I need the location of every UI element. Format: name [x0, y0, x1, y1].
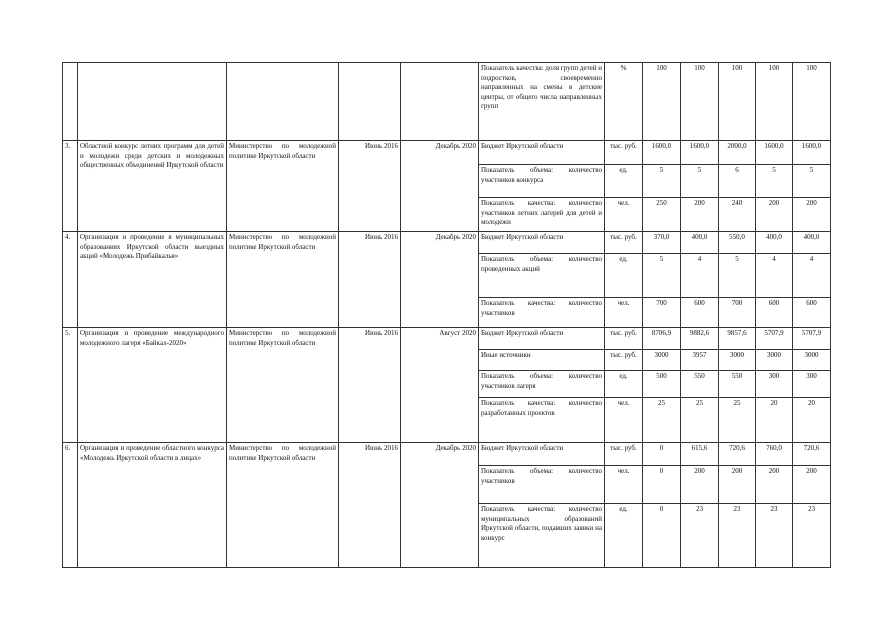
end-date: Август 2020 — [401, 328, 479, 443]
indicator-unit: ед. — [605, 504, 643, 568]
year-value: 9882,6 — [681, 328, 719, 350]
year-value: 500 — [643, 371, 681, 398]
indicator-name: Показатель качества: количество участников летних лагерей для детей и молодежи — [479, 198, 605, 232]
year-value: 25 — [719, 398, 756, 443]
year-value: 4 — [793, 254, 831, 298]
year-value: 0 — [643, 443, 681, 466]
indicator-name: Показатель объема: количество участников — [479, 466, 605, 504]
indicator-unit: тыс. руб. — [605, 141, 643, 165]
year-value: 200 — [681, 466, 719, 504]
year-value: 550,0 — [719, 232, 756, 254]
table-row — [63, 328, 831, 350]
measure-name: Организация и проведение областного конкурса «Молодежь Иркутской области в лицах» — [78, 443, 227, 568]
executor-cell: Министерство по молодежной политике Иркутской области — [227, 328, 339, 443]
year-value: 5 — [756, 165, 793, 198]
executor-cell: Министерство по молодежной политике Иркутской области — [227, 141, 339, 232]
indicator-name: Показатель объема: количество участников лагеря — [479, 371, 605, 398]
executor-cell — [227, 63, 339, 141]
indicator-name: Бюджет Иркутской области — [479, 328, 605, 350]
indicator-unit: чел. — [605, 298, 643, 328]
year-value: 3000 — [643, 350, 681, 371]
start-date — [339, 63, 401, 141]
year-value: 400,0 — [681, 232, 719, 254]
indicator-unit: ед. — [605, 165, 643, 198]
indicator-name: Бюджет Иркутской области — [479, 141, 605, 165]
row-number: 4. — [63, 232, 78, 328]
year-value: 400,0 — [793, 232, 831, 254]
year-value: 550 — [719, 371, 756, 398]
year-value: 600 — [756, 298, 793, 328]
year-value: 5 — [719, 254, 756, 298]
year-value: 250 — [643, 198, 681, 232]
year-value: 3000 — [756, 350, 793, 371]
table-row — [63, 141, 831, 165]
table-row — [63, 63, 831, 141]
indicator-name: Бюджет Иркутской области — [479, 232, 605, 254]
year-value: 100 — [719, 63, 756, 141]
start-date: Июнь 2016 — [339, 328, 401, 443]
indicator-unit: тыс. руб. — [605, 443, 643, 466]
year-value: 200 — [793, 466, 831, 504]
document-page — [62, 62, 831, 568]
year-value: 25 — [643, 398, 681, 443]
measure-name: Организация и проведение международного молодежного лагеря «Байкал-2020» — [78, 328, 227, 443]
indicator-name: Показатель качества: количество разработанных проектов — [479, 398, 605, 443]
row-number — [63, 63, 78, 141]
row-number: 5. — [63, 328, 78, 443]
year-value: 615,6 — [681, 443, 719, 466]
year-value: 5707,9 — [756, 328, 793, 350]
indicator-unit: тыс. руб. — [605, 328, 643, 350]
start-date: Июнь 2016 — [339, 232, 401, 328]
year-value: 2000,0 — [719, 141, 756, 165]
year-value: 5 — [681, 165, 719, 198]
indicator-unit: % — [605, 63, 643, 141]
year-value: 720,6 — [793, 443, 831, 466]
year-value: 100 — [756, 63, 793, 141]
year-value: 700 — [719, 298, 756, 328]
executor-cell: Министерство по молодежной политике Иркутской области — [227, 232, 339, 328]
year-value: 1600,0 — [643, 141, 681, 165]
year-value: 0 — [643, 466, 681, 504]
table-row — [63, 232, 831, 254]
year-value: 3000 — [793, 350, 831, 371]
indicator-name: Показатель качества: количество участников — [479, 298, 605, 328]
year-value: 1600,0 — [756, 141, 793, 165]
year-value: 720,6 — [719, 443, 756, 466]
measure-name: Областной конкурс летних программ для детей и молодежи среди детских и молодежных общественных объединений Иркутской области — [78, 141, 227, 232]
indicator-name: Бюджет Иркутской области — [479, 443, 605, 466]
executor-cell: Министерство по молодежной политике Иркутской области — [227, 443, 339, 568]
year-value: 5 — [643, 165, 681, 198]
table-row — [63, 443, 831, 466]
year-value: 6 — [719, 165, 756, 198]
year-value: 5 — [793, 165, 831, 198]
indicator-name: Показатель качества: количество муниципальных образований Иркутской области, подавших заявки на конкурс — [479, 504, 605, 568]
row-number: 6. — [63, 443, 78, 568]
year-value: 100 — [793, 63, 831, 141]
year-value: 100 — [681, 63, 719, 141]
year-value: 1600,0 — [681, 141, 719, 165]
year-value: 23 — [793, 504, 831, 568]
year-value: 200 — [793, 198, 831, 232]
indicator-unit: чел. — [605, 398, 643, 443]
year-value: 600 — [793, 298, 831, 328]
year-value: 200 — [719, 466, 756, 504]
indicator-unit: чел. — [605, 198, 643, 232]
year-value: 3957 — [681, 350, 719, 371]
year-value: 4 — [681, 254, 719, 298]
indicator-name: Показатель объема: количество участников конкурса — [479, 165, 605, 198]
year-value: 8706,9 — [643, 328, 681, 350]
year-value: 760,0 — [756, 443, 793, 466]
measure-name — [78, 63, 227, 141]
year-value: 300 — [793, 371, 831, 398]
year-value: 3000 — [719, 350, 756, 371]
indicator-unit: чел. — [605, 466, 643, 504]
year-value: 25 — [681, 398, 719, 443]
year-value: 9857,6 — [719, 328, 756, 350]
year-value: 20 — [793, 398, 831, 443]
end-date — [401, 63, 479, 141]
indicator-unit: тыс. руб. — [605, 350, 643, 371]
row-number: 3. — [63, 141, 78, 232]
year-value: 0 — [643, 504, 681, 568]
indicator-name: Показатель качества: доля групп детей и подростков, своевременно направленных на смены в детские центры, от общего числа направленных групп — [479, 63, 605, 141]
year-value: 5707,9 — [793, 328, 831, 350]
indicator-name: Иные источники — [479, 350, 605, 371]
year-value: 23 — [719, 504, 756, 568]
indicator-unit: тыс. руб. — [605, 232, 643, 254]
program-table — [62, 62, 831, 568]
year-value: 200 — [681, 198, 719, 232]
year-value: 550 — [681, 371, 719, 398]
measure-name: Организация и проведение в муниципальных образованиях Иркутской области выездных акций «Молодежь Прибайкалья» — [78, 232, 227, 328]
year-value: 23 — [756, 504, 793, 568]
year-value: 300 — [756, 371, 793, 398]
end-date: Декабрь 2020 — [401, 232, 479, 328]
year-value: 600 — [681, 298, 719, 328]
end-date: Декабрь 2020 — [401, 443, 479, 568]
year-value: 5 — [643, 254, 681, 298]
year-value: 200 — [756, 466, 793, 504]
start-date: Июнь 2016 — [339, 141, 401, 232]
year-value: 370,0 — [643, 232, 681, 254]
year-value: 700 — [643, 298, 681, 328]
year-value: 4 — [756, 254, 793, 298]
indicator-unit: ед. — [605, 254, 643, 298]
year-value: 200 — [756, 198, 793, 232]
year-value: 240 — [719, 198, 756, 232]
start-date: Июнь 2016 — [339, 443, 401, 568]
year-value: 23 — [681, 504, 719, 568]
indicator-unit: ед. — [605, 371, 643, 398]
end-date: Декабрь 2020 — [401, 141, 479, 232]
year-value: 1600,0 — [793, 141, 831, 165]
year-value: 100 — [643, 63, 681, 141]
indicator-name: Показатель объема: количество проведенных акций — [479, 254, 605, 298]
year-value: 400,0 — [756, 232, 793, 254]
year-value: 20 — [756, 398, 793, 443]
